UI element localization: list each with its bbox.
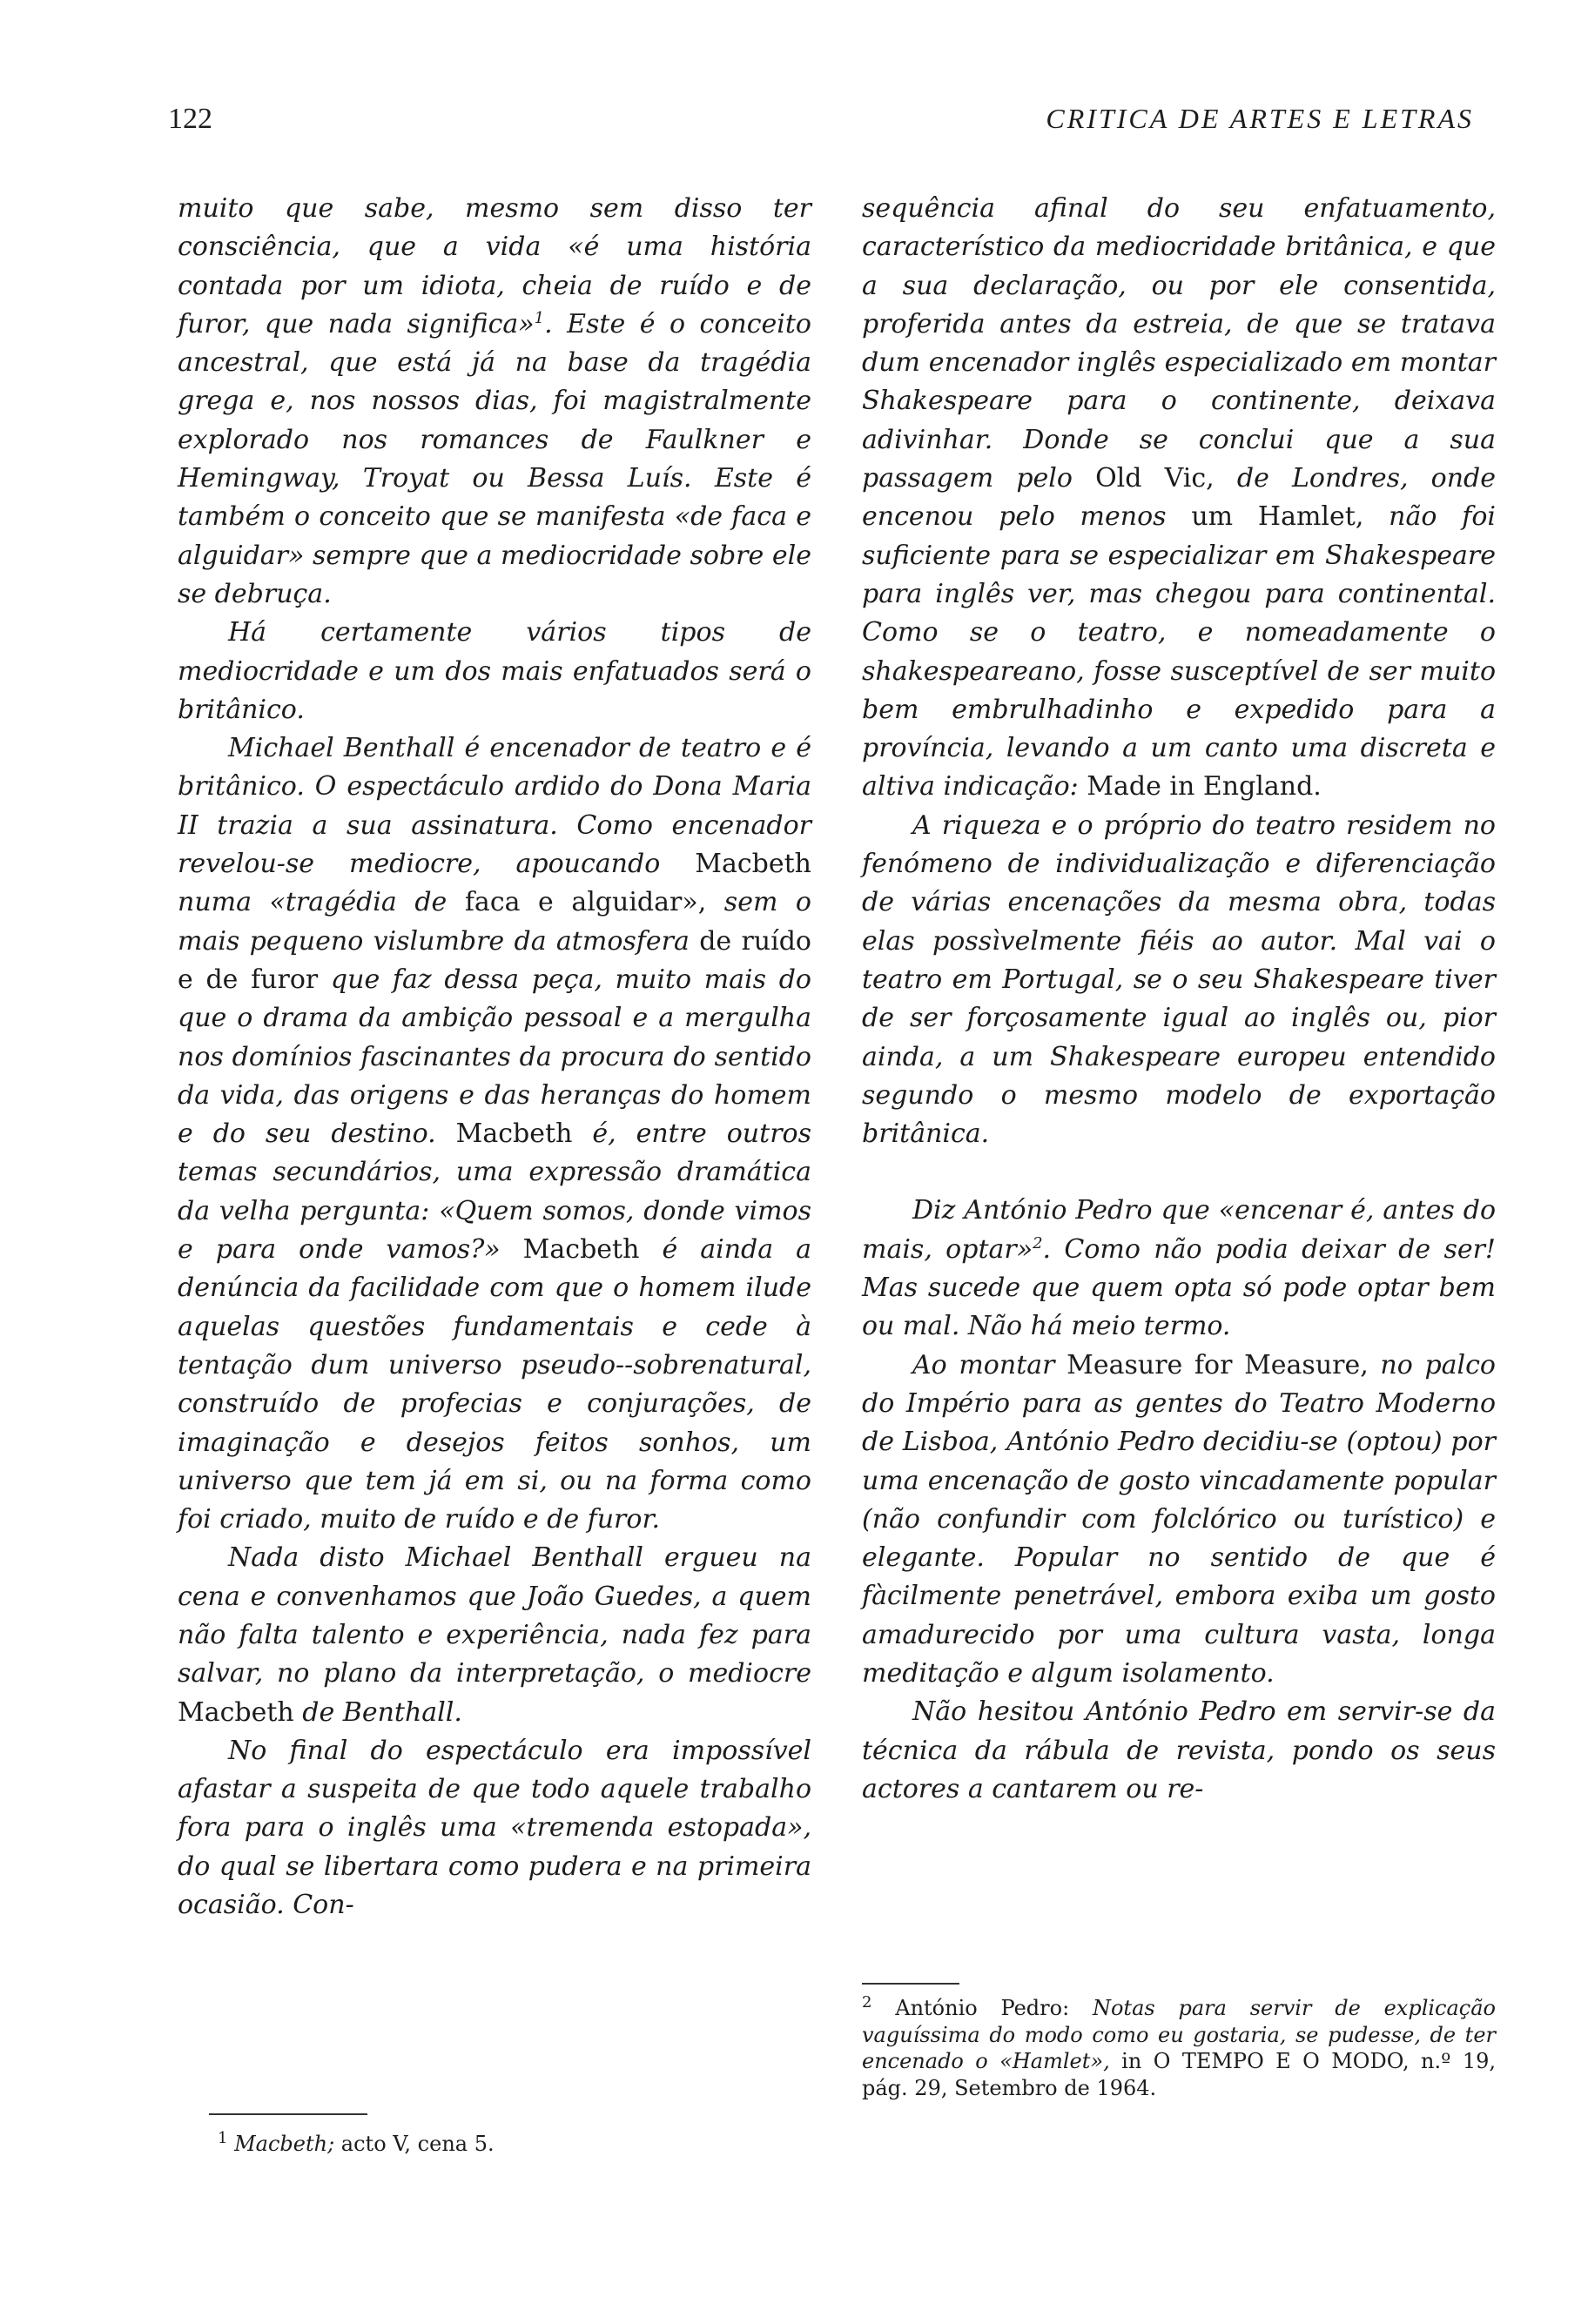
paragraph xyxy=(862,1347,1496,1694)
text-run: numa «tragédia de xyxy=(178,887,465,918)
title-ref: Macbeth xyxy=(178,1696,294,1728)
paragraph xyxy=(862,1192,1496,1346)
text-run: de Benthall. xyxy=(293,1696,462,1728)
paragraph xyxy=(178,1539,811,1731)
paragraph: No final do espectáculo era impossível afastar a suspeita de que todo aquele trabalho fora para o inglês uma «tremenda estopada», do qual se libertara como pudera e na primeira ocasião. Con- xyxy=(178,1735,811,1921)
footnote-number: 1 xyxy=(218,2129,228,2147)
footnote-2 xyxy=(862,1995,1496,2101)
footnote-title: Macbeth; xyxy=(234,2132,335,2156)
text-run: Old xyxy=(1095,463,1142,494)
text-run: faca e alguidar», xyxy=(464,887,707,918)
footnote-ref: 1 xyxy=(534,308,545,327)
title-ref: Macbeth xyxy=(522,1234,640,1266)
text-run: que faz dessa peça, muito mais do que o drama da ambição pessoal e a mergulha nos domínios fascinantes da procura do sentido da vida, das origens e das heranças do homem e do seu destino. xyxy=(178,964,811,1150)
title-ref: Macbeth xyxy=(695,849,811,880)
footnote-title: Notas para servir de explicação vaguíssima do modo como eu gostaria, se pudesse, de ter encenado o «Hamlet», xyxy=(862,1996,1497,2073)
footnote-number: 2 xyxy=(862,1993,872,2012)
footnote-ref: 2 xyxy=(1033,1233,1043,1253)
footnote-divider xyxy=(209,2113,367,2115)
text-run: Nada disto Michael Benthall ergueu na cena e convenhamos que João Guedes, a quem não falta talento e experiência, nada fez para salvar, no plano da interpretação, o mediocre xyxy=(178,1542,811,1689)
text-run: Vic, xyxy=(1164,463,1215,494)
title-ref: Measure for Measure, xyxy=(1067,1349,1369,1380)
text-run: Made in England. xyxy=(1087,771,1322,803)
paragraph xyxy=(178,190,811,614)
text-run: é, entre outros temas secundários, uma expressão dramática da velha pergunta: «Quem somos, donde vimos e para onde vamos?» xyxy=(178,1118,811,1266)
paragraph: A riqueza e o próprio do teatro residem no fenómeno de individualização e diferenciação de várias encenações da mesma obra, todas elas possìvelmente fiéis ao autor. Mal vai o teatro em Portugal, se o seu Shakespeare tiver de ser forçosamente igual ao inglês ou, pior ainda, a um Shakespeare europeu entendido segundo o mesmo modelo de exportação britânica. xyxy=(862,809,1496,1150)
text-run: . Este é o conceito ancestral, que está já na base da tragédia grega e, nos nossos dias, foi magistralmente explorado nos romances de Faulkner e Hemingway, Troyat ou Bessa Luís. Este é também o conceito que se manifesta «de faca e alguidar» sempre que a mediocridade sobre ele se debruça. xyxy=(178,308,811,609)
footnote-divider xyxy=(862,1983,959,1985)
text-run xyxy=(1141,463,1164,494)
text-run: de Londres, onde encenou pelo menos xyxy=(862,463,1496,533)
text-run: é ainda a denúncia da facilidade com que o homem ilude aquelas questões fundamentais e cede à tentação dum universo pseudo--sobrenatural, construído de profecias e conjurações, de imaginação e desejos feitos sonhos, um universo que tem já em si, ou na forma como foi criado, muito de ruído e de furor. xyxy=(178,1234,812,1535)
page-header xyxy=(168,103,1474,155)
paragraph xyxy=(862,190,1496,807)
paragraph xyxy=(178,729,811,1539)
text-run: . Como não podia deixar de ser! Mas sucede que quem opta só pode optar bem ou mal. Não há meio termo. xyxy=(862,1233,1496,1342)
title-ref: Macbeth xyxy=(455,1118,573,1150)
text-run: Diz António Pedro que «encenar é, antes do mais, optar» xyxy=(862,1195,1496,1265)
text-run: muito que sabe, mesmo sem disso ter consciência, que a vida «é uma história contada por um idiota, cheia de ruído e de furor, que nada significa» xyxy=(178,193,811,339)
text-run: não foi suficiente para se especializar em Shakespeare para inglês ver, mas chegou para continental. Como se o teatro, e nomeadamente o shakespeareano, fosse susceptível de ser muito bem embrulhadinho e expedido para a província, levando a um canto uma discreta e altiva indicação: xyxy=(862,501,1496,803)
text-run: no palco do Império para as gentes do Teatro Moderno de Lisboa, António Pedro decidiu-se (optou) por uma encenação de gosto vincadamente popular (não confundir com folclórico ou turístico) e elegante. Popular no sentido de que é fàcilmente penetrável, embora exiba um gosto amadurecido por uma cultura vasta, longa meditação e algum isolamento. xyxy=(862,1349,1496,1689)
text-run: sem o mais pequeno vislumbre da atmosfera xyxy=(178,887,811,957)
text-run: de ruído e de furor xyxy=(178,925,811,995)
text-run: Ao montar xyxy=(912,1349,1067,1380)
running-title: CRITICA DE ARTES E LETRAS xyxy=(1046,103,1474,134)
paragraph: Há certamente vários tipos de mediocridade e um dos mais enfatuados será o britânico. xyxy=(178,617,811,725)
footnote-text: António Pedro: xyxy=(871,1996,1093,2020)
footnote-text: acto V, cena 5. xyxy=(334,2132,495,2156)
title-ref: um Hamlet, xyxy=(1191,501,1364,533)
paragraph: Não hesitou António Pedro em servir-se da técnica da rábula de revista, pondo os seus actores a cantarem ou re- xyxy=(862,1696,1496,1804)
left-column xyxy=(178,190,811,1924)
footnote-1 xyxy=(218,2131,851,2158)
right-column xyxy=(862,190,1496,1809)
footnote-text: in O TEMPO E O MODO, n.º 19, pág. 29, Setembro de 1964. xyxy=(862,2049,1497,2100)
page-number: 122 xyxy=(168,103,212,135)
text-run: Michael Benthall é encenador de teatro e é britânico. O espectáculo ardido do Dona Maria II trazia a sua assinatura. Como encenador revelou-se mediocre, apoucando xyxy=(178,733,811,880)
text-run: sequência afinal do seu enfatuamento, característico da mediocridade britânica, e que a sua declaração, ou por ele consentida, proferida antes da estreia, de que se tratava dum encenador inglês especializado em montar Shakespeare para o continente, deixava adivinhar. Donde se conclui que a sua passagem pelo xyxy=(862,193,1496,494)
